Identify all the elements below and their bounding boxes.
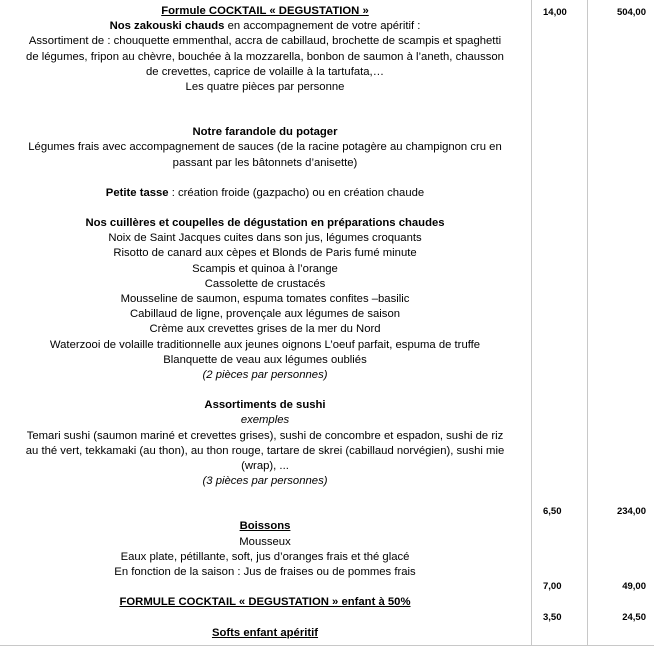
- sushi-note: (3 pièces par personnes): [202, 475, 328, 488]
- cuilleres-item: Risotto de canard aux cèpes et Blonds de Paris fumé minute: [113, 247, 417, 260]
- enfant-total-price: 49,00: [622, 581, 646, 592]
- enfant-unit-price: 7,00: [543, 581, 562, 592]
- cuilleres-item: Cabillaud de ligne, provençale aux légumes de saison: [129, 308, 401, 321]
- cuilleres-item: Crème aux crevettes grises de la mer du Nord: [149, 323, 381, 336]
- zakouski-line: de crevettes, caprice de volaille à la tartufata,…: [146, 65, 384, 78]
- sushi-line: Temari sushi (saumon mariné et crevettes grises), sushi de concombre et espadon, sushi de riz: [26, 429, 504, 442]
- bottom-rule: [0, 645, 654, 646]
- zakouski-heading: [0, 19, 530, 34]
- boissons-line: Eaux plate, pétillante, soft, jus d’oranges frais et thé glacé: [120, 550, 410, 563]
- farandole-title: Notre farandole du potager: [192, 126, 338, 139]
- petite-tasse-title: Petite tasse: [105, 186, 169, 199]
- sushi-title: Assortiments de sushi: [204, 399, 326, 412]
- cuilleres-item: Mousseline de saumon, espuma tomates confites –basilic: [120, 293, 410, 306]
- cuilleres-item: Noix de Saint Jacques cuites dans son jus, légumes croquants: [108, 232, 422, 245]
- petite-tasse: [0, 186, 530, 201]
- zakouski-line: Les quatre pièces par personne: [185, 81, 345, 94]
- cuilleres-item: Waterzooi de volaille traditionnelle aux jeunes oignons L’oeuf parfait, espuma de truffe: [49, 338, 481, 351]
- cuilleres-title: Nos cuillères et coupelles de dégustation en préparations chaudes: [85, 217, 445, 230]
- boissons-line: En fonction de la saison : Jus de fraises ou de pommes frais: [114, 566, 416, 579]
- cuilleres-item: Blanquette de veau aux légumes oubliés: [163, 353, 367, 366]
- boissons-line: Mousseux: [239, 535, 291, 548]
- column-divider: [531, 0, 532, 645]
- formule-total-price: 504,00: [616, 7, 646, 18]
- sushi-subtitle: exemples: [240, 414, 290, 427]
- boissons-unit-price: 6,50: [543, 506, 562, 517]
- sushi-line: (wrap), ...: [241, 460, 289, 473]
- menu-description: [0, 4, 530, 641]
- zakouski-title: Nos zakouski chauds: [109, 20, 225, 33]
- softs-unit-price: 3,50: [543, 612, 562, 623]
- cuilleres-note: (2 pièces par personnes): [202, 369, 328, 382]
- sushi-line: au thé vert, tekkamaki (au thon), au thon rouge, tartare de skrei (cabillaud norvégien), sushi mie: [25, 444, 505, 457]
- farandole-line: Légumes frais avec accompagnement de sauces (de la racine potagère au champignon cru en: [28, 141, 502, 154]
- petite-tasse-text: : création froide (gazpacho) ou en création chaude: [168, 186, 425, 199]
- boissons-total-price: 234,00: [616, 506, 646, 517]
- softs-total-price: 24,50: [622, 612, 646, 623]
- column-divider: [587, 0, 588, 645]
- zakouski-intro: en accompagnement de votre apéritif :: [224, 20, 421, 33]
- cuilleres-item: Scampis et quinoa à l’orange: [192, 262, 338, 275]
- formule-title: Formule COCKTAIL « DEGUSTATION »: [161, 5, 369, 17]
- farandole-line: passant par les bâtonnets d’anisette): [172, 156, 358, 169]
- zakouski-line: Assortiment de : chouquette emmenthal, accra de cabillaud, brochette de scampis et spaghetti: [28, 35, 502, 48]
- formule-unit-price: 14,00: [543, 7, 567, 18]
- boissons-title: Boissons: [239, 520, 291, 533]
- zakouski-line: de légumes, fripon au chèvre, bouchée à la mozzarella, bonbon de saumon à l’aneth, chausson: [26, 50, 504, 63]
- cuilleres-item: Cassolette de crustacés: [204, 277, 326, 290]
- enfant-title: FORMULE COCKTAIL « DEGUSTATION » enfant à 50%: [119, 596, 411, 609]
- softs-title: Softs enfant apéritif: [211, 626, 319, 639]
